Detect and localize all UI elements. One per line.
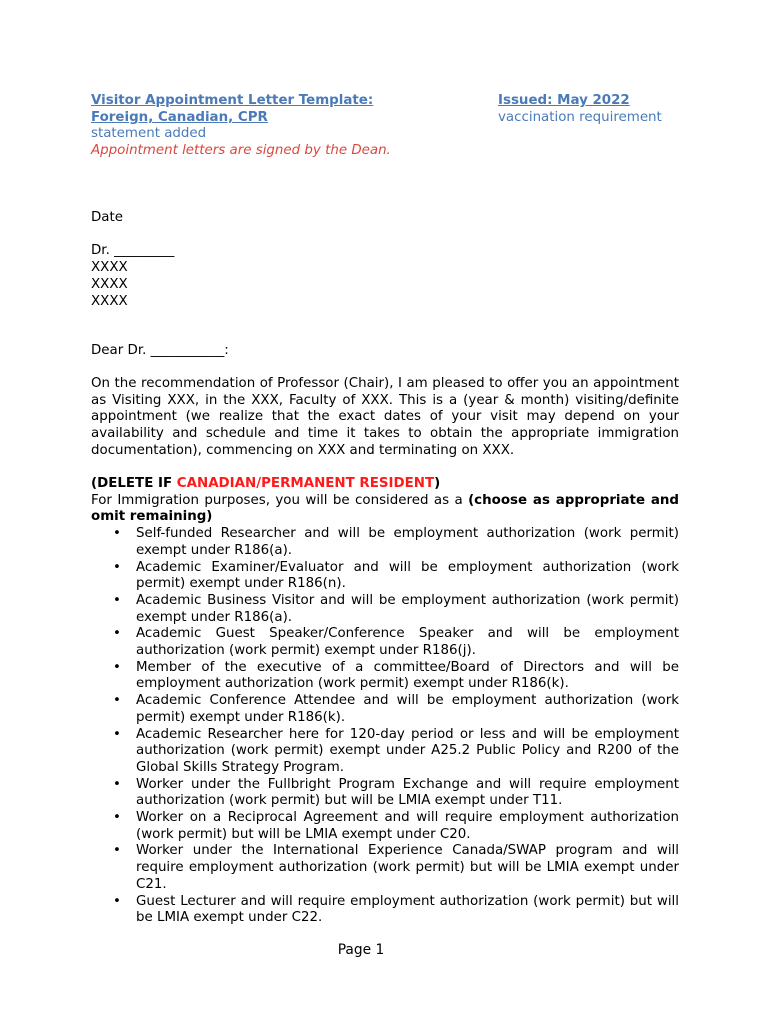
list-item	[91, 894, 679, 927]
template-title-line2: Foreign, Canadian, CPR	[91, 109, 268, 125]
immigration-lead-text: For Immigration purposes, you will be considered as a	[91, 492, 469, 508]
bullet-icon: •	[113, 526, 121, 542]
list-item-text: Academic Conference Attendee and will be employment authorization (work permit) exempt under R186(k).	[136, 693, 679, 725]
salutation-text: Dear Dr. ___________:	[91, 343, 229, 358]
delete-condition: CANADIAN/PERMANENT RESIDENT	[176, 476, 435, 491]
immigration-lead-instruction: (choose as appropriate and omit remaining)	[91, 492, 679, 525]
list-item	[91, 660, 679, 693]
signing-note: Appointment letters are signed by the Dean.	[91, 142, 391, 158]
page-number: Page 1	[337, 942, 385, 958]
list-item	[91, 593, 679, 626]
issued-date: Issued: May 2022	[498, 93, 630, 108]
list-item	[91, 526, 679, 559]
bullet-icon: •	[113, 659, 121, 675]
address-block	[91, 210, 679, 310]
address-line-1: XXXX	[91, 260, 128, 276]
list-item-text: Member of the executive of a committee/Board of Directors and will be employment authorization (work permit) exempt under R186(k).	[136, 659, 679, 692]
list-item-text: Academic Researcher here for 120-day period or less and will be employment authorization (work permit) exempt under A25.2 Public Policy and R200 of the Global Skills Strategy Program.	[136, 726, 679, 775]
template-title-line1: Visitor Appointment Letter Template:	[91, 93, 374, 108]
list-item-text: Worker on a Reciprocal Agreement and will require employment authorization (work permit) but will be LMIA exempt under C20.	[136, 810, 679, 842]
template-header	[91, 93, 491, 159]
bullet-icon: •	[113, 843, 121, 859]
delete-suffix: )	[434, 476, 441, 491]
list-item-text: Academic Guest Speaker/Conference Speaker and will be employment authorization (work permit) exempt under R186(j).	[136, 626, 679, 659]
bullet-icon: •	[113, 626, 121, 642]
bullet-icon: •	[113, 726, 121, 742]
immigration-lead	[91, 493, 679, 526]
immigration-options-list	[91, 526, 679, 927]
list-item	[91, 843, 679, 893]
bullet-icon: •	[113, 893, 121, 909]
bullet-icon: •	[113, 592, 121, 608]
intro-paragraph: On the recommendation of Professor (Chair), I am pleased to offer you an appointment as Visiting XXX, in the XXX, Faculty of XXX. This is a (year & month) visiting/definite appointment (we realize that the exact dates of your visit may depend on your availability and schedule and time it takes to obtain the appropriate immigration documentation), commencing on XXX and terminating on XXX.	[91, 376, 679, 458]
list-item-text: Self-funded Researcher and will be employment authorization (work permit) exempt under R186(a).	[136, 526, 679, 558]
address-line-3: XXXX	[91, 293, 128, 309]
list-item	[91, 727, 679, 777]
bullet-icon: •	[113, 776, 121, 792]
list-item-text: Worker under the International Experience Canada/SWAP program and will require employment authorization (work permit) but will be LMIA exempt under C21.	[136, 843, 679, 892]
salutation	[91, 343, 679, 360]
list-item-text: Guest Lecturer and will require employment authorization (work permit) but will be LMIA exempt under C22.	[136, 893, 679, 926]
list-item	[91, 810, 679, 843]
list-item-text: Academic Business Visitor and will be employment authorization (work permit) exempt under R186(a).	[136, 592, 679, 625]
immigration-section	[91, 476, 679, 927]
delete-prefix: (DELETE IF	[91, 476, 177, 491]
list-item-text: Worker under the Fullbright Program Exchange and will require employment authorization (work permit) but will be LMIA exempt under T11.	[136, 776, 679, 809]
list-item	[91, 693, 679, 726]
date-line: Date	[91, 210, 124, 225]
bullet-icon: •	[113, 559, 121, 575]
template-note: statement added	[91, 126, 207, 142]
delete-instruction	[91, 476, 679, 493]
bullet-icon: •	[113, 693, 121, 709]
issued-note: vaccination requirement	[498, 109, 662, 125]
list-item	[91, 560, 679, 593]
list-item	[91, 777, 679, 810]
list-item-text: Academic Examiner/Evaluator and will be employment authorization (work permit) exempt under R186(n).	[136, 559, 679, 592]
issued-header	[498, 93, 738, 126]
address-line-2: XXXX	[91, 276, 128, 292]
recipient-name: Dr. _________	[91, 243, 175, 259]
list-item	[91, 626, 679, 659]
bullet-icon: •	[113, 810, 121, 826]
